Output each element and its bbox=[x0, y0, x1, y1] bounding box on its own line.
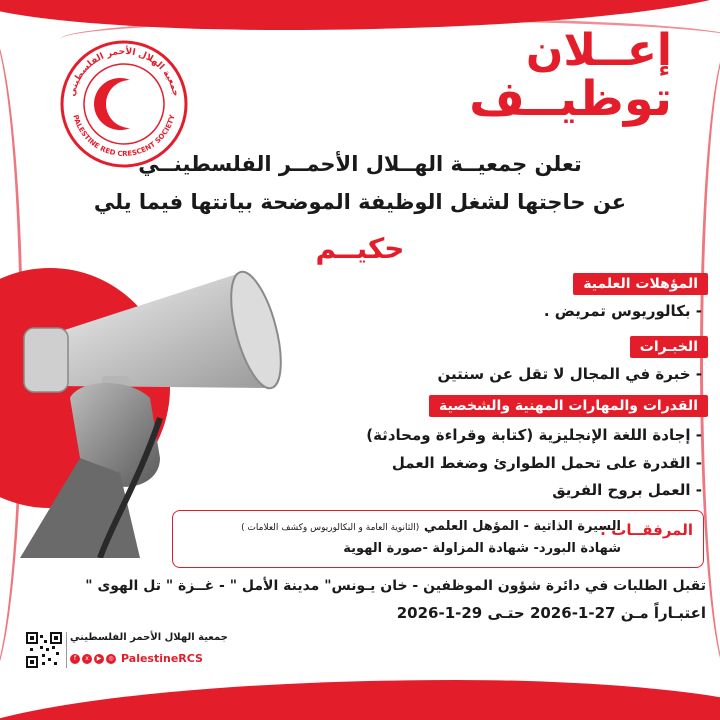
application-dates: اعتبـاراً مـن 27-1-2026 حتـى 29-1-2026 bbox=[396, 604, 706, 622]
experience-heading: الخبـرات bbox=[630, 336, 708, 358]
svg-text:PALESTINE RED CRESCENT SOCIETY: PALESTINE RED CRESCENT SOCIETY bbox=[71, 113, 177, 159]
announcement-title bbox=[469, 25, 672, 128]
qualification-item: - بكالوريوس تمريض . bbox=[543, 302, 702, 320]
skill-item: - العمل بروح الفريق bbox=[552, 481, 702, 499]
footer-org-name: جمعية الهلال الأحمر الفلسطيني bbox=[70, 632, 228, 643]
intro-line-1: تعلن جمعيــة الهــلال الأحمــر الفلسطينــي bbox=[138, 152, 582, 176]
skill-item: - القدرة على تحمل الطوارئ وضغط العمل bbox=[391, 454, 702, 472]
facebook-icon[interactable]: f bbox=[70, 654, 80, 664]
skill-item: - إجادة اللغة الإنجليزية (كتابة وقراءة ومحادثة) bbox=[366, 426, 702, 444]
x-icon[interactable]: x bbox=[82, 654, 92, 664]
attachments-line-1-main: السيرة الذاتية - المؤهل العلمي bbox=[423, 519, 621, 534]
application-location: تقبل الطلبات في دائرة شؤون الموظفين - خان يـونس" مدينة الأمل " - غــزة " تل الهوى " bbox=[85, 578, 706, 594]
qualifications-heading: المؤهلات العلمية bbox=[573, 273, 708, 295]
job-title: حكيــم bbox=[315, 232, 405, 265]
attachments-line-1 bbox=[241, 519, 621, 534]
footer-divider bbox=[66, 632, 67, 668]
social-links bbox=[70, 652, 203, 665]
social-handle[interactable]: PalestineRCS bbox=[121, 652, 203, 665]
instagram-icon[interactable]: ◎ bbox=[106, 654, 116, 664]
title-line-1: إعــلان bbox=[525, 25, 672, 76]
svg-text:جمعية الهلال الأحمر الفلسطيني: جمعية الهلال الأحمر الفلسطيني bbox=[67, 46, 181, 98]
bottom-red-band bbox=[0, 680, 720, 720]
youtube-icon[interactable]: ▶ bbox=[94, 654, 104, 664]
title-line-2: توظيــف bbox=[469, 71, 672, 128]
attachments-line-2: شهادة البورد- شهادة المزاولة -صورة الهوية bbox=[343, 541, 621, 556]
attachments-box bbox=[172, 510, 704, 568]
red-crescent-logo bbox=[60, 40, 188, 168]
attachments-line-1-note: (الثانوية العامة و البكالوريوس وكشف العلامات ) bbox=[241, 523, 420, 533]
qr-code-icon bbox=[26, 632, 62, 668]
intro-line-2: عن حاجتها لشغل الوظيفة الموضحة بيانتها فيما يلي bbox=[93, 190, 627, 214]
attachments-label: المرفقــات : bbox=[600, 521, 693, 539]
experience-item: - خبرة في المجال لا تقل عن سنتين bbox=[437, 365, 702, 383]
skills-heading: القدرات والمهارات المهنية والشخصية bbox=[429, 395, 708, 417]
